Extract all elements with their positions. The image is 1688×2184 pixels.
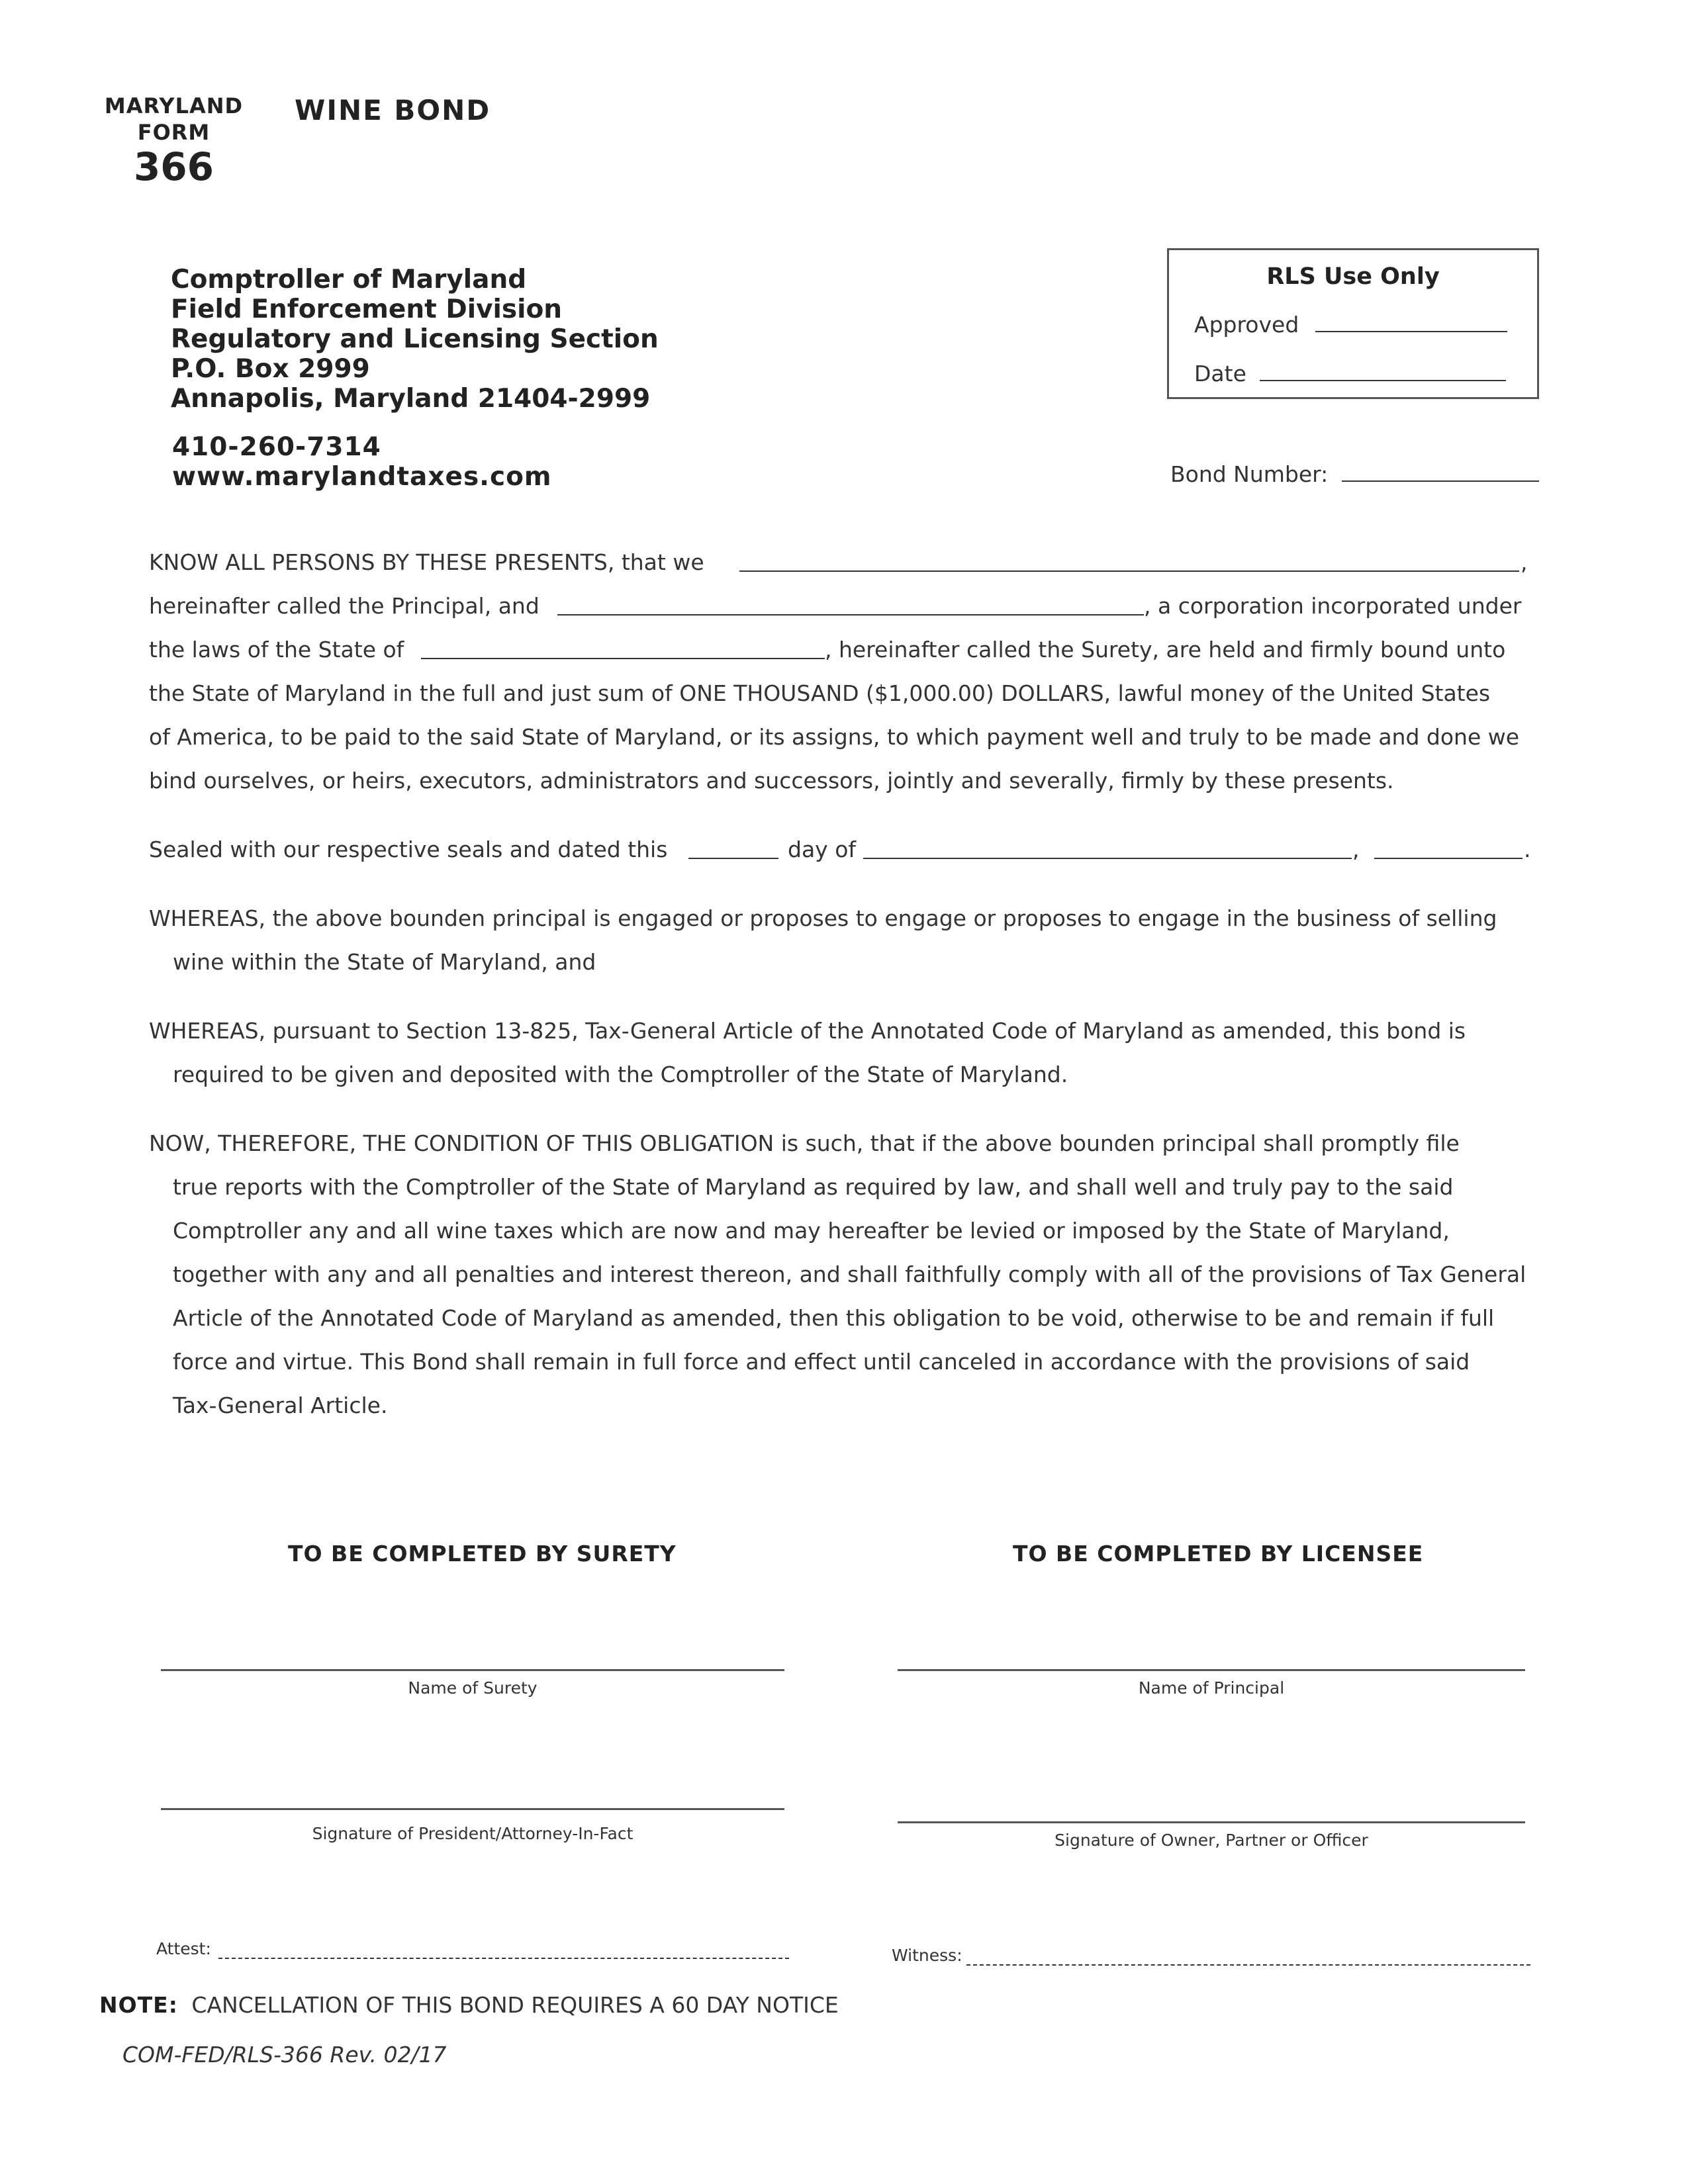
approved-label: Approved: [1194, 312, 1299, 338]
note-label: NOTE:: [99, 1992, 178, 2018]
sealed-day-field[interactable]: [688, 858, 778, 859]
body-text: Comptroller any and all wine taxes which are now and may hereafter be levied or imposed by the State of Maryland,: [173, 1218, 1450, 1244]
note-text: CANCELLATION OF THIS BOND REQUIRES A 60 DAY NOTICE: [191, 1992, 839, 2018]
body-text: , hereinafter called the Surety, are held and firmly bound unto: [825, 637, 1506, 662]
body-text: required to be given and deposited with the Comptroller of the State of Maryland.: [173, 1062, 1068, 1087]
approved-row: [1194, 311, 1507, 338]
form-label: [99, 93, 248, 146]
licensee-heading: TO BE COMPLETED BY LICENSEE: [1013, 1541, 1424, 1567]
body-text: hereinafter called the Principal, and: [149, 593, 539, 619]
body-text: together with any and all penalties and interest thereon, and shall faithfully comply with all of the provisions of Tax General: [173, 1261, 1526, 1287]
date-row: [1194, 360, 1506, 387]
surety-signature-caption: Signature of President/Attorney-In-Fact: [312, 1824, 633, 1843]
contact-info: [172, 432, 552, 492]
surety-signature-line[interactable]: [161, 1808, 784, 1810]
state-label: MARYLAND: [104, 93, 244, 118]
principal-name-line[interactable]: [898, 1669, 1525, 1671]
surety-heading: TO BE COMPLETED BY SURETY: [288, 1541, 677, 1567]
principal-name-caption: Name of Principal: [1138, 1678, 1285, 1698]
body-text: of America, to be paid to the said State of Maryland, or its assigns, to which payment well and truly to be made and done we: [149, 724, 1520, 750]
body-text: .: [1524, 837, 1531, 862]
date-label: Date: [1194, 361, 1246, 387]
attest-label: Attest:: [156, 1939, 211, 1958]
address-line: Regulatory and Licensing Section: [171, 324, 659, 354]
cancellation-note: [99, 1992, 839, 2018]
body-text: Tax-General Article.: [173, 1392, 388, 1418]
principal-signature-caption: Signature of Owner, Partner or Officer: [1055, 1831, 1368, 1850]
body-text: the laws of the State of: [149, 637, 404, 662]
body-text: NOW, THEREFORE, THE CONDITION OF THIS OBLIGATION is such, that if the above bounden principal shall promptly file: [149, 1130, 1460, 1156]
body-text: , a corporation incorporated under: [1144, 593, 1522, 619]
body-text: wine within the State of Maryland, and: [173, 949, 596, 975]
address-line: Field Enforcement Division: [171, 295, 563, 324]
principal-name-field[interactable]: [739, 570, 1519, 572]
address-line: Annapolis, Maryland 21404-2999: [171, 384, 651, 414]
principal-signature-line[interactable]: [898, 1821, 1525, 1823]
body-text: force and virtue. This Bond shall remain in full force and effect until canceled in accordance with the provisions of said: [173, 1349, 1470, 1375]
body-text: WHEREAS, pursuant to Section 13-825, Tax-General Article of the Annotated Code of Maryland as amended, this bond is: [149, 1018, 1466, 1044]
sealed-year-field[interactable]: [1374, 858, 1523, 859]
phone-number: 410-260-7314: [172, 432, 381, 462]
witness-field[interactable]: [966, 1964, 1530, 1966]
attest-field[interactable]: [218, 1958, 789, 1959]
address-line: Comptroller of Maryland: [171, 265, 527, 295]
agency-address: [171, 265, 659, 414]
approved-field[interactable]: [1315, 311, 1507, 332]
body-text: WHEREAS, the above bounden principal is engaged or proposes to engage or proposes to engage in the business of selling: [149, 905, 1497, 931]
body-text: ,: [1352, 837, 1360, 862]
body-text: the State of Maryland in the full and just sum of ONE THOUSAND ($1,000.00) DOLLARS, lawful money of the United States: [149, 680, 1491, 706]
body-text: bind ourselves, or heirs, executors, administrators and successors, jointly and severally, firmly by these presents.: [149, 768, 1394, 794]
body-text: ,: [1521, 549, 1528, 575]
bond-number-row: [1170, 461, 1539, 487]
form-word-label: FORM: [137, 120, 211, 145]
surety-name-caption: Name of Surety: [408, 1678, 538, 1698]
form-code: COM-FED/RLS-366 Rev. 02/17: [122, 2042, 447, 2068]
date-field[interactable]: [1260, 360, 1506, 381]
website-link[interactable]: www.marylandtaxes.com: [172, 462, 552, 492]
surety-state-field[interactable]: [421, 658, 825, 659]
address-line: P.O. Box 2999: [171, 354, 370, 384]
witness-label: Witness:: [892, 1946, 962, 1965]
rls-box-title: RLS Use Only: [1266, 263, 1440, 290]
bond-number-field[interactable]: [1342, 461, 1539, 482]
form-number: 366: [133, 144, 214, 189]
body-text: day of: [788, 837, 856, 862]
bond-number-label: Bond Number:: [1170, 461, 1329, 487]
body-text: Sealed with our respective seals and dated this: [149, 837, 668, 862]
surety-name-line[interactable]: [161, 1669, 784, 1671]
surety-name-field[interactable]: [557, 614, 1144, 615]
body-text: true reports with the Comptroller of the State of Maryland as required by law, and shall well and truly pay to the said: [173, 1174, 1454, 1200]
sealed-month-field[interactable]: [863, 858, 1352, 859]
page-title: WINE BOND: [295, 94, 491, 126]
rls-use-only-box: [1167, 248, 1539, 399]
body-text: Article of the Annotated Code of Maryland as amended, then this obligation to be void, otherwise to be and remain if full: [173, 1305, 1495, 1331]
body-text: KNOW ALL PERSONS BY THESE PRESENTS, that we: [149, 549, 704, 575]
